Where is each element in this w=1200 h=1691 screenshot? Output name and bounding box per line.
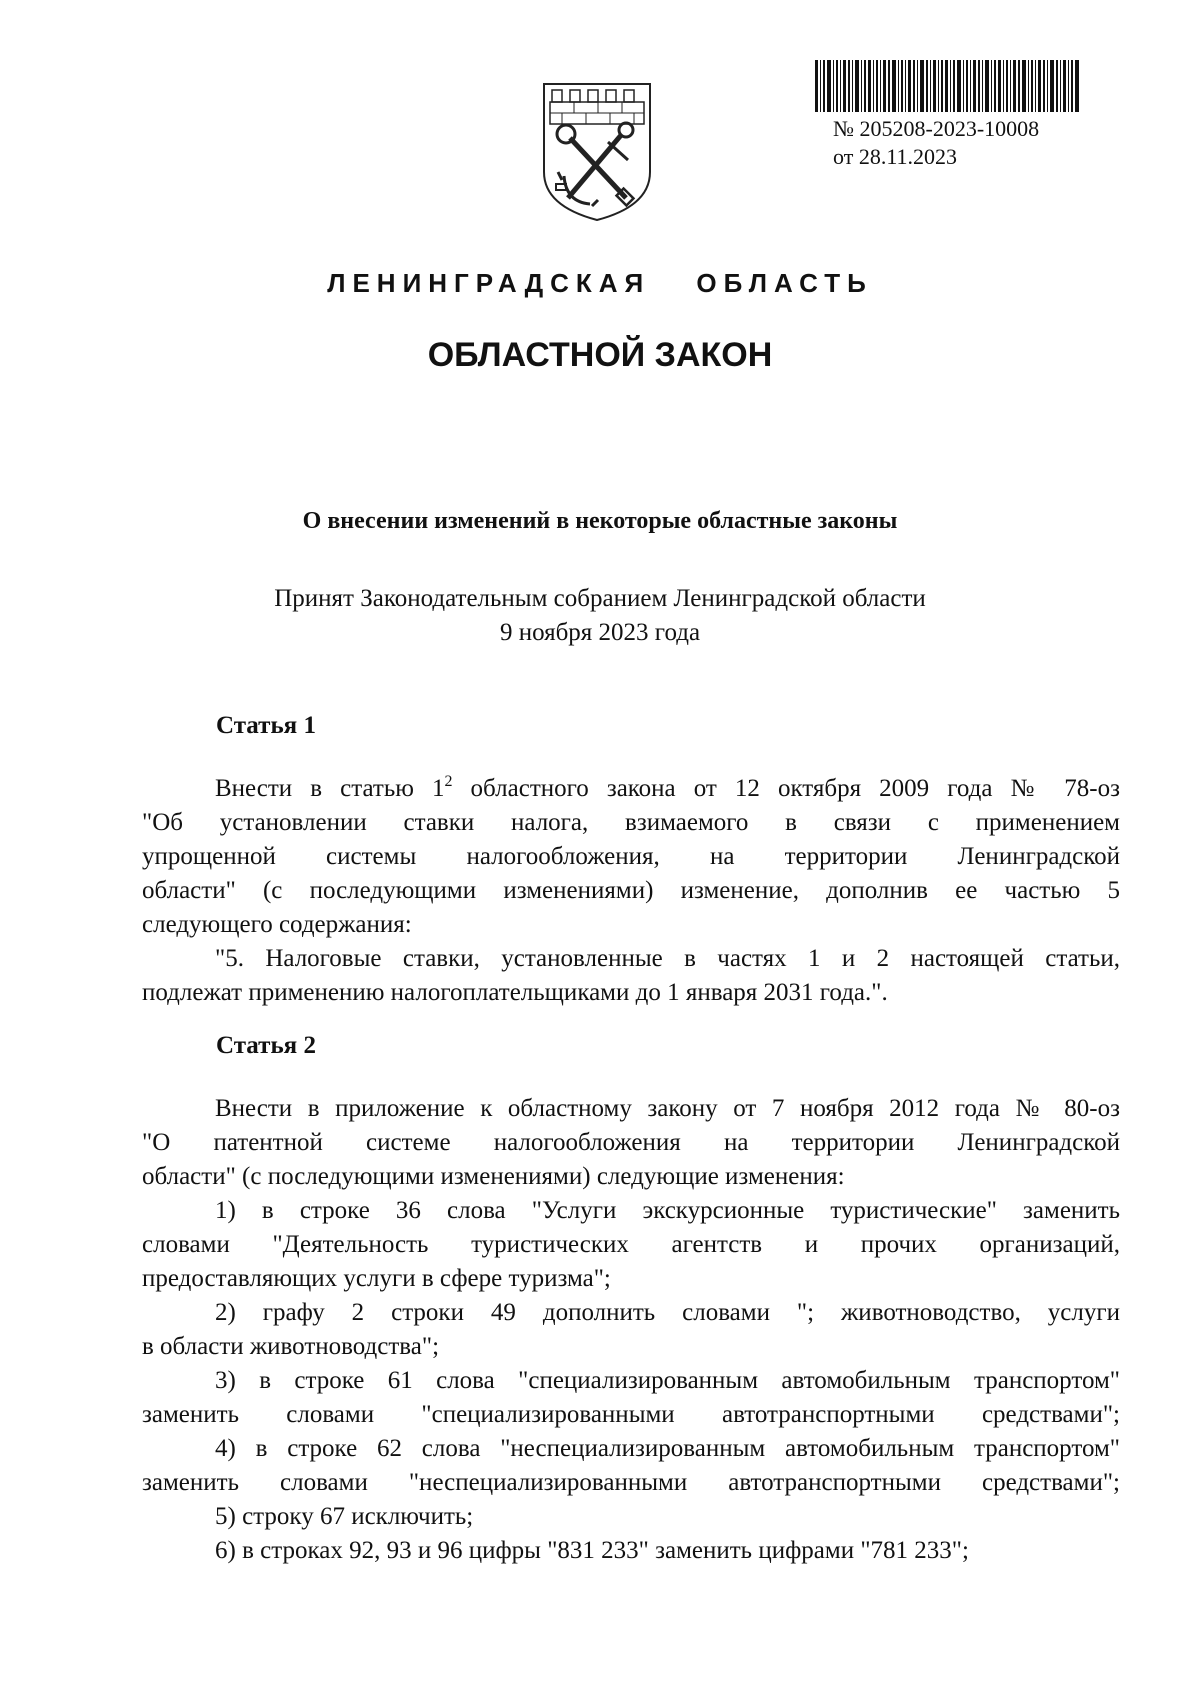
article-1-line: "5. Налоговые ставки, установленные в частях 1 и 2 настоящей статьи, — [215, 945, 1120, 972]
article-1-line: упрощенной системы налогообложения, на территории Ленинградской — [142, 843, 1120, 870]
list-item: 5) строку 67 исключить; — [215, 1503, 474, 1530]
list-item: 6) в строках 92, 93 и 96 цифры "831 233" заменить цифрами "781 233"; — [215, 1537, 969, 1564]
article-2-heading: Статья 2 — [216, 1032, 316, 1059]
list-item: 3) в строке 61 слова "специализированным автомобильным транспортом" — [215, 1367, 1120, 1394]
article-1-text: областного закона от 12 октября 2009 года № 78-оз — [452, 775, 1120, 802]
article-1-line: следующего содержания: — [142, 911, 412, 938]
list-item: 1) в строке 36 слова "Услуги экскурсионные туристические" заменить — [215, 1197, 1120, 1224]
law-type-heading: ОБЛАСТНОЙ ЗАКОН — [427, 336, 773, 374]
article-1-line: подлежат применению налогоплательщиками до 1 января 2031 года.". — [142, 979, 888, 1006]
adoption-note — [0, 582, 1200, 650]
adoption-line: Принят Законодательным собранием Ленинградской области — [274, 585, 926, 612]
region-name: ЛЕНИНГРАДСКАЯ ОБЛАСТЬ — [327, 268, 873, 298]
article-1-body — [142, 772, 1120, 1010]
registration-number: № 205208-2023-10008 — [833, 116, 1040, 141]
article-1-text: Внести в статью 1 — [215, 775, 445, 802]
article-2-line: области" (с последующими изменениями) следующие изменения: — [142, 1163, 845, 1190]
article-2-line: "О патентной системе налогообложения на территории Ленинградской — [142, 1129, 1120, 1156]
list-item: заменить словами "специализированными автотранспортными средствами"; — [142, 1401, 1120, 1428]
registration-block — [833, 115, 1039, 171]
coat-of-arms-emblem — [538, 80, 656, 222]
list-item: словами "Деятельность туристических агентств и прочих организаций, — [142, 1231, 1120, 1258]
barcode-image — [815, 60, 1080, 112]
article-1-line: области" (с последующими изменениями) изменение, дополнив ее частью 5 — [142, 877, 1120, 904]
registration-date: от 28.11.2023 — [833, 144, 958, 169]
list-item: в области животноводства"; — [142, 1333, 440, 1360]
list-item: 2) графу 2 строки 49 дополнить словами "; животноводство, услуги — [215, 1299, 1120, 1326]
document-title: О внесении изменений в некоторые областные законы — [302, 508, 898, 534]
superscript: 2 — [444, 773, 453, 790]
list-item: заменить словами "неспециализированными автотранспортными средствами"; — [142, 1469, 1120, 1496]
list-item: 4) в строке 62 слова "неспециализированным автомобильным транспортом" — [215, 1435, 1120, 1462]
article-1-line: "Об установлении ставки налога, взимаемого в связи с применением — [142, 809, 1120, 836]
list-item: предоставляющих услуги в сфере туризма"; — [142, 1265, 611, 1292]
article-2-line: Внести в приложение к областному закону от 7 ноября 2012 года № 80-оз — [215, 1095, 1120, 1122]
adoption-date: 9 ноября 2023 года — [499, 619, 701, 646]
article-1-line — [142, 772, 1120, 806]
article-2-body — [142, 1092, 1120, 1568]
article-1-heading: Статья 1 — [216, 712, 316, 739]
